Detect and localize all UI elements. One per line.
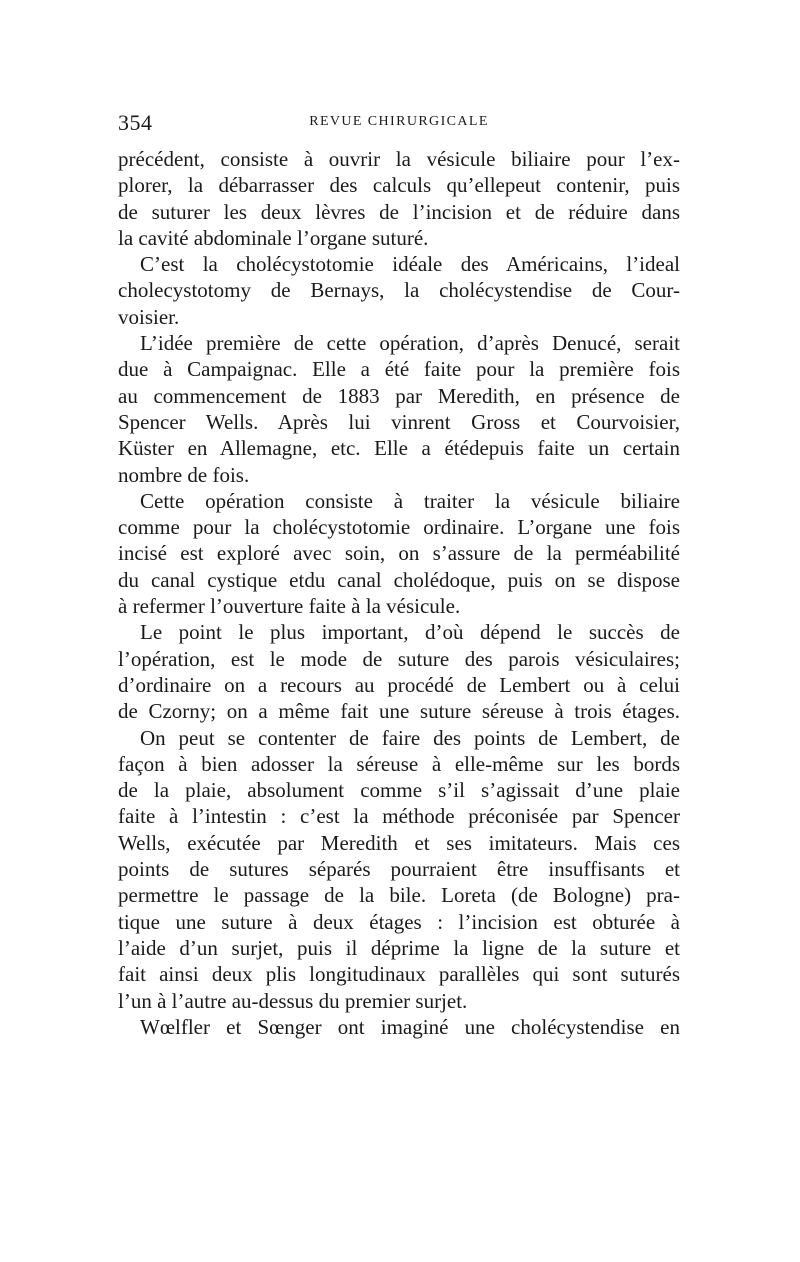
text-line: du canal cystique etdu canal cholédoque, puis on se dispose xyxy=(118,567,680,592)
text-line: Küster en Allemagne, etc. Elle a étédepuis faite un certain xyxy=(118,436,680,461)
text-line: l’aide d’un surjet, puis il déprime la ligne de la suture et xyxy=(118,935,680,960)
text-line: de la plaie, absolument comme s’il s’agissait d’une plaie xyxy=(118,778,680,803)
text-line: l’opération, est le mode de suture des parois vésiculaires; xyxy=(118,646,680,671)
text-line: Cette opération consiste à traiter la vésicule biliaire xyxy=(140,488,680,513)
text-line: incisé est exploré avec soin, on s’assure de la perméabilité xyxy=(118,541,680,566)
page-number: 354 xyxy=(118,110,153,135)
text-line: Spencer Wells. Après lui vinrent Gross et Courvoisier, xyxy=(118,409,680,434)
text-line: de Czorny; on a même fait une suture séreuse à trois étages. xyxy=(118,699,680,724)
body-text xyxy=(118,146,680,1040)
text-line: la cavité abdominale l’organe suturé. xyxy=(118,225,429,250)
text-line: plorer, la débarrasser des calculs qu’ellepeut contenir, puis xyxy=(118,173,680,198)
text-line: à refermer l’ouverture faite à la vésicule. xyxy=(118,594,461,619)
text-line: Wœlfler et Sœnger ont imaginé une cholécystendise en xyxy=(140,1014,680,1039)
text-line: L’idée première de cette opération, d’après Denucé, serait xyxy=(140,331,680,356)
text-line: de suturer les deux lèvres de l’incision et de réduire dans xyxy=(118,199,680,224)
running-head xyxy=(118,110,680,136)
text-line: cholecystotomy de Bernays, la cholécystendise de Cour- xyxy=(118,278,680,303)
text-line: façon à bien adosser la séreuse à elle-même sur les bords xyxy=(118,751,680,776)
text-line: nombre de fois. xyxy=(118,462,250,487)
text-line: points de sutures séparés pourraient être insuffisants et xyxy=(118,857,680,882)
journal-title: REVUE CHIRURGICALE xyxy=(309,114,489,129)
text-line: précédent, consiste à ouvrir la vésicule biliaire pour l’ex- xyxy=(118,147,680,171)
text-line: Le point le plus important, d’où dépend le succès de xyxy=(140,620,680,645)
text-line: C’est la cholécystotomie idéale des Américains, l’ideal xyxy=(140,252,680,277)
text-line: permettre le passage de la bile. Loreta (de Bologne) pra- xyxy=(118,883,680,908)
text-line: faite à l’intestin : c’est la méthode préconisée par Spencer xyxy=(118,804,680,829)
text-line: On peut se contenter de faire des points de Lembert, de xyxy=(140,725,680,750)
text-line: comme pour la cholécystotomie ordinaire. L’organe une fois xyxy=(118,515,680,540)
text-line: au commencement de 1883 par Meredith, en présence de xyxy=(118,383,680,408)
text-line: l’un à l’autre au-dessus du premier surjet. xyxy=(118,988,468,1013)
text-line: voisier. xyxy=(118,304,180,329)
text-line: fait ainsi deux plis longitudinaux parallèles qui sont suturés xyxy=(118,962,680,987)
text-line: d’ordinaire on a recours au procédé de Lembert ou à celui xyxy=(118,672,680,697)
text-line: Wells, exécutée par Meredith et ses imitateurs. Mais ces xyxy=(118,830,680,855)
text-line: tique une suture à deux étages : l’incision est obturée à xyxy=(118,909,680,934)
text-line: due à Campaignac. Elle a été faite pour la première fois xyxy=(118,357,680,382)
